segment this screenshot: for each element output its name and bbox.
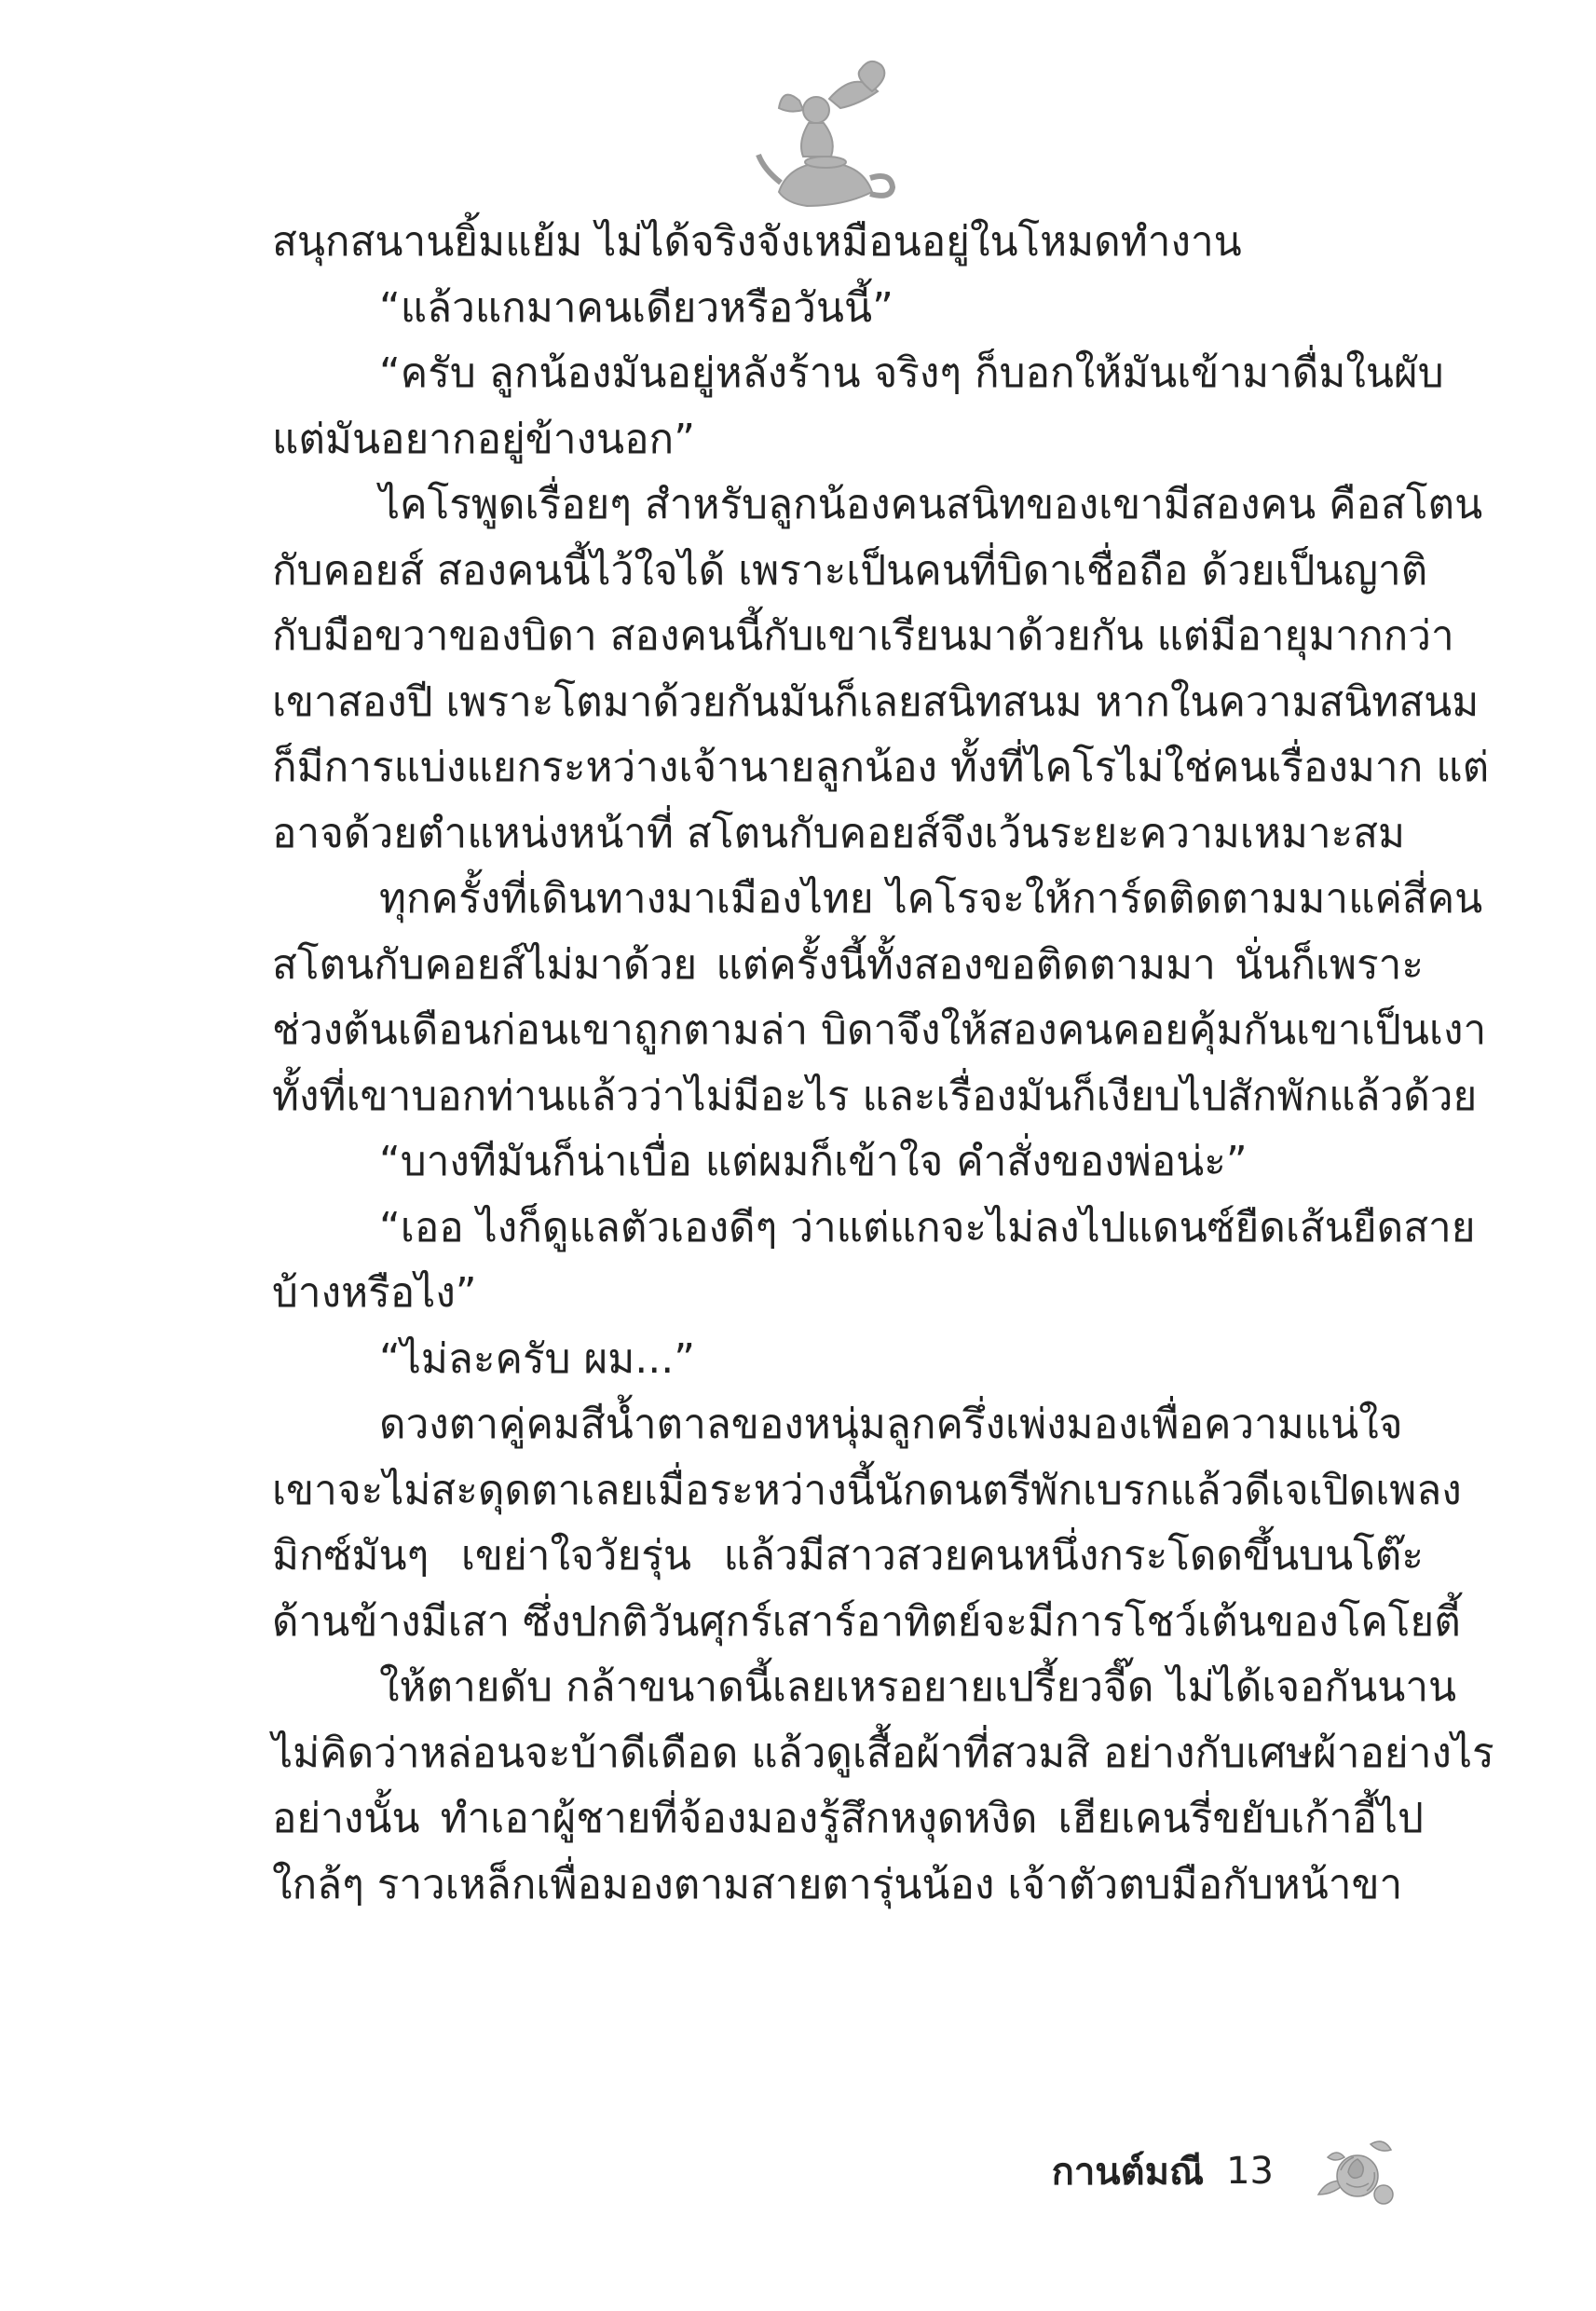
text-line: “ครับ ลูกน้องมันอยู่หลังร้าน จริงๆ ก็บอกให้มันเข้ามาดื่มในผับ [379,349,1444,397]
text-line: “ไม่ละครับ ผม...” [379,1334,696,1383]
page-number: 13 [1226,2150,1274,2193]
text-line: มิกซ์มันๆ เขย่าใจวัยรุ่น แล้วมีสาวสวยคนหนึ่งกระโดดขึ้นบนโต๊ะ [272,1532,1424,1579]
text-line: อย่างนั้น ทำเอาผู้ชายที่จ้องมองรู้สึกหงุดหงิด เฮียเคนรี่ขยับเก้าอี้ไป [272,1795,1424,1842]
text-line: ทุกครั้งที่เดินทางมาเมืองไทย ไคโรจะให้การ์ดติดตามมาแค่สี่คน [379,875,1483,923]
text-line: สโตนกับคอยส์ไม่มาด้วย แต่ครั้งนี้ทั้งสองขอติดตามมา นั่นก็เพราะ [272,940,1424,989]
text-line: อาจด้วยตำแหน่งหน้าที่ สโตนกับคอยส์จึงเว้นระยะความเหมาะสม [272,809,1406,857]
body-text [272,210,1494,1918]
page-footer [1052,2134,1402,2208]
text-line: “แล้วแกมาคนเดียวหรือวันนี้” [379,283,893,332]
text-line: ช่วงต้นเดือนก่อนเขาถูกตามล่า บิดาจึงให้สองคนคอยคุ้มกันเขาเป็นเงา [272,1006,1487,1054]
text-line: ให้ตายดับ กล้าขนาดนี้เลยเหรอยายเปรี้ยวจี๊ด ไม่ได้เจอกันนาน [379,1663,1457,1711]
text-line: กับคอยส์ สองคนนี้ไว้ใจได้ เพราะเป็นคนที่บิดาเชื่อถือ ด้วยเป็นญาติ [272,546,1428,595]
text-line: “บางทีมันก็น่าเบื่อ แต่ผมก็เข้าใจ คำสั่งของพ่อน่ะ” [379,1138,1248,1185]
text-line: กับมือขวาของบิดา สองคนนี้กับเขาเรียนมาด้วยกัน แต่มีอายุมากกว่า [272,612,1454,660]
cupid-teapot-ornament-icon [751,52,900,220]
text-line: ก็มีการแบ่งแยกระหว่างเจ้านายลูกน้อง ทั้งที่ไคโรไม่ใช่คนเรื่องมาก แต่ [272,744,1490,791]
text-line: แต่มันอยากอยู่ข้างนอก” [272,415,695,463]
text-line: “เออ ไงก็ดูแลตัวเองดีๆ ว่าแต่แกจะไม่ลงไปแดนซ์ยืดเส้นยืดสาย [379,1203,1476,1251]
text-line: สนุกสนานยิ้มแย้ม ไม่ได้จริงจังเหมือนอยู่ในโหมดทำงาน [272,218,1242,266]
text-line: ไม่คิดว่าหล่อนจะบ้าดีเดือด แล้วดูเสื้อผ้าที่สวมสิ อย่างกับเศษผ้าอย่างไร [272,1729,1494,1777]
rose-flower-ornament-icon [1309,2129,1402,2213]
text-line: ใกล้ๆ ราวเหล็กเพื่อมองตามสายตารุ่นน้อง เจ้าตัวตบมือกับหน้าขา [272,1860,1403,1908]
text-line: ด้านข้างมีเสา ซึ่งปกติวันศุกร์เสาร์อาทิตย์จะมีการโชว์เต้นของโคโยตี้ [272,1597,1461,1646]
text-line: เขาสองปี เพราะโตมาด้วยกันมันก็เลยสนิทสนม หากในความสนิทสนม [272,677,1480,726]
text-line: ดวงตาคู่คมสีน้ำตาลของหนุ่มลูกครึ่งเพ่งมองเพื่อความแน่ใจ [379,1401,1403,1448]
book-title: กานต์มณี [1051,2151,1205,2194]
text-line: บ้างหรือไง” [272,1269,477,1317]
text-line: ไคโรพูดเรื่อยๆ สำหรับลูกน้องคนสนิทของเขามีสองคน คือสโตน [379,481,1483,528]
text-line: เขาจะไม่สะดุดตาเลยเมื่อระหว่างนี้นักดนตรีพักเบรกแล้วดีเจเปิดเพลง [272,1466,1462,1514]
text-line: ทั้งที่เขาบอกท่านแล้วว่าไม่มีอะไร และเรื่องมันก็เงียบไปสักพักแล้วด้วย [272,1072,1478,1120]
